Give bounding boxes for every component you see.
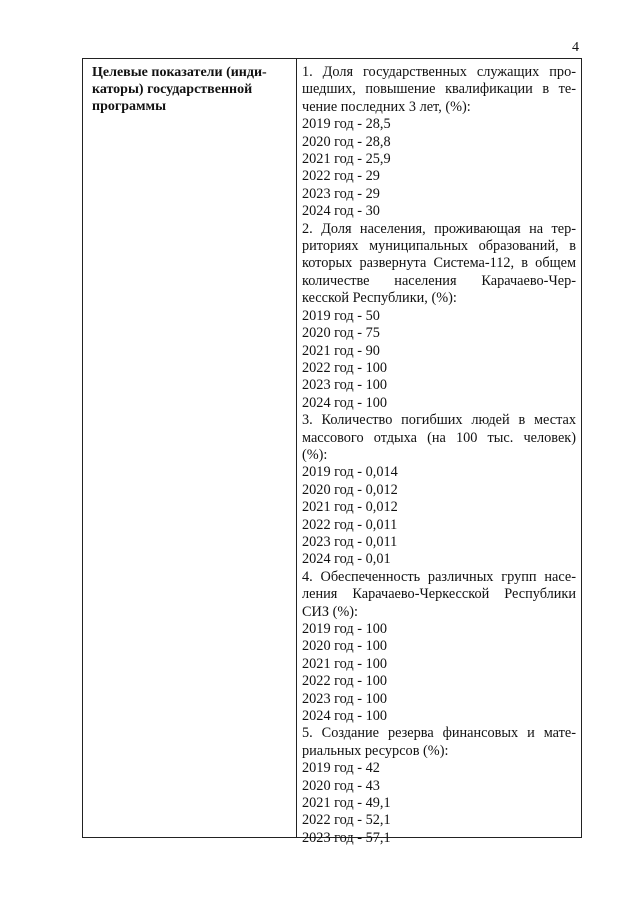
year-value: 2020 год - 43 [302,777,380,794]
year-value: 2020 год - 75 [302,325,380,342]
year-value: 2021 год - 100 [302,655,388,672]
year-value: 2020 год - 100 [302,638,388,655]
indicators-values-cell [297,59,581,846]
year-value: 2021 год - 49,1 [302,795,391,812]
indicator-text-line: (%): [302,446,328,463]
year-value: 2019 год - 28,5 [302,116,391,133]
indicator-text-line: 1. Доля государственных служащих про- [302,64,576,80]
year-value: 2020 год - 0,012 [302,481,398,498]
header-line: программы [92,99,166,114]
year-value: 2019 год - 0,014 [302,464,398,481]
year-value: 2022 год - 100 [302,673,388,690]
header-line: Целевые показатели (инди- [92,65,267,80]
year-value: 2022 год - 100 [302,359,388,376]
indicator-text-line: риальных ресурсов (%): [302,742,449,759]
indicator-block [302,569,576,726]
indicator-text-line: ления Карачаево-Черкесской Республики [302,586,576,603]
indicator-text-line: 4. Обеспеченность различных групп насе- [302,568,576,585]
year-value: 2021 год - 90 [302,342,380,359]
year-value: 2021 год - 25,9 [302,151,391,168]
indicator-text-line: количестве населения Карачаево-Чер- [302,272,576,289]
indicator-text-line: 2. Доля населения, проживающая на тер- [302,220,576,237]
year-value: 2024 год - 100 [302,708,388,725]
indicator-text-line: риториях муниципальных образований, в [302,238,576,255]
year-value: 2024 год - 30 [302,203,380,220]
year-value: 2023 год - 57,1 [302,829,391,846]
indicator-text-line: шедших, повышение квалификации в те- [302,81,576,98]
indicator-text-line: кесской Республики, (%): [302,290,457,307]
year-value: 2022 год - 0,011 [302,516,398,533]
year-value: 2023 год - 100 [302,377,388,394]
indicator-block [302,725,576,847]
indicator-block [302,221,576,412]
year-value: 2019 год - 50 [302,307,380,324]
indicator-block [302,64,576,221]
year-value: 2019 год - 100 [302,621,388,637]
indicator-text-line: массового отдыха (на 100 тыс. человек) [302,429,576,446]
year-value: 2023 год - 29 [302,185,380,202]
year-value: 2020 год - 28,8 [302,133,391,150]
year-value: 2024 год - 0,01 [302,551,391,568]
indicator-text-line: 3. Количество погибших людей в местах [302,412,576,429]
indicator-text-line: чение последних 3 лет, (%): [302,98,471,115]
year-value: 2024 год - 100 [302,394,388,411]
year-value: 2023 год - 100 [302,690,388,707]
indicator-text-line: которых развернута Система-112, в общем [302,255,576,272]
header-line: каторы) государственной [92,82,253,97]
indicator-block [302,412,576,569]
page-number: 4 [572,40,579,55]
year-value: 2022 год - 29 [302,168,380,185]
year-value: 2023 год - 0,011 [302,533,398,550]
year-value: 2022 год - 52,1 [302,812,391,829]
indicator-text-line: СИЗ (%): [302,603,359,620]
indicator-text-line: 5. Создание резерва финансовых и мате- [302,725,576,742]
year-value: 2019 год - 42 [302,760,380,777]
year-value: 2021 год - 0,012 [302,499,398,516]
indicators-table [82,58,582,846]
indicators-header-cell [83,59,297,837]
